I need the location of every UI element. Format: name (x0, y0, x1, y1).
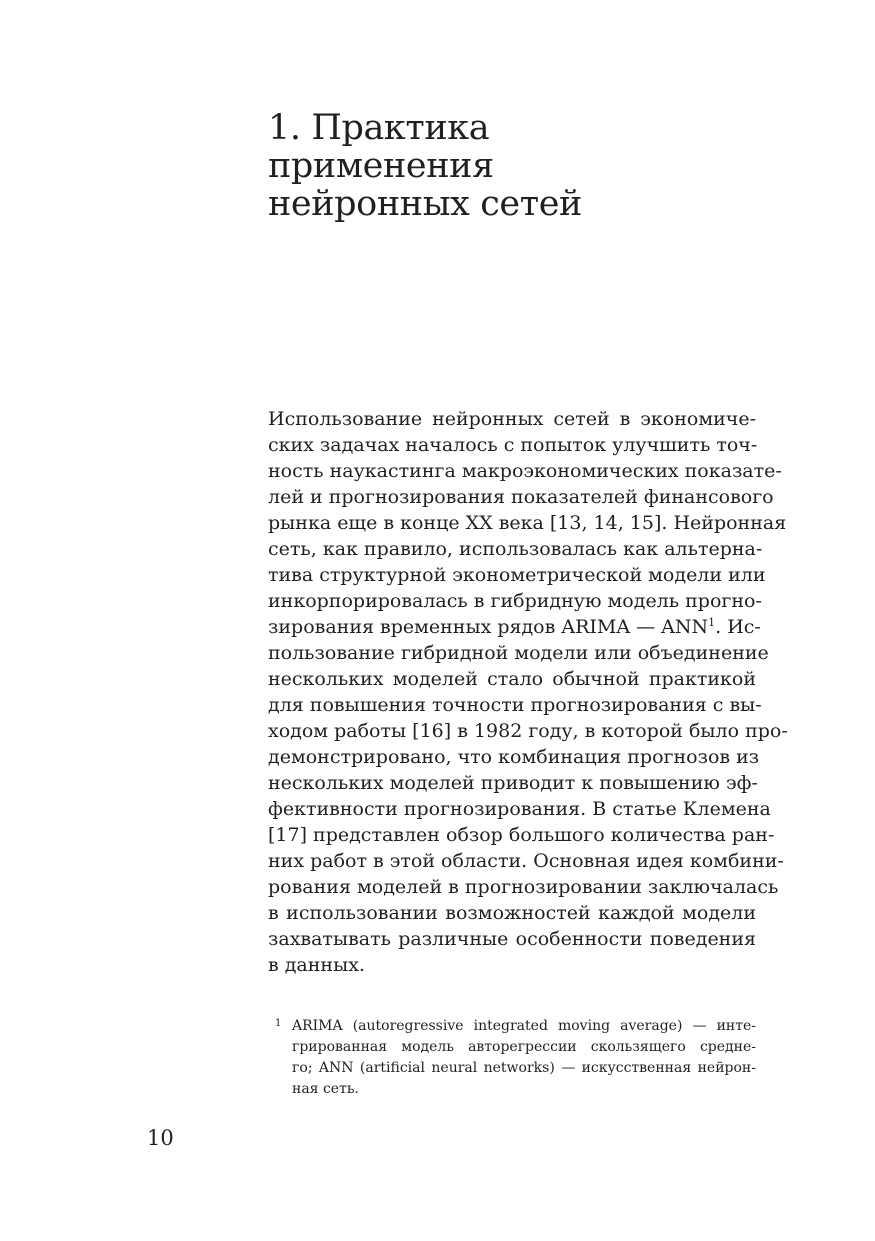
text-line: фективности прогнозирования. В статье Клемена (268, 798, 771, 820)
text-line: для повышения точности прогнозирования с вы- (268, 694, 762, 716)
text-line (268, 614, 761, 640)
text-fragment: зирования временных рядов ARIMA — ANN (268, 616, 709, 638)
text-line: демонстрировано, что комбинация прогнозов из (268, 746, 760, 768)
text-line: ность наукастинга макроэкономических показате- (268, 460, 782, 482)
text-fragment: . Ис- (715, 616, 761, 638)
footnote-line: го; ANN (artificial neural networks) — искусственная нейрон- (292, 1060, 756, 1076)
body-paragraph (268, 406, 788, 978)
text-line: нескольких моделей приводит к повышению эф- (268, 772, 758, 794)
text-line: ходом работы [16] в 1982 году, в которой было про- (268, 720, 788, 742)
text-line: рынка еще в конце XX века [13, 14, 15]. Нейронная (268, 512, 787, 534)
footnote (275, 1016, 756, 1100)
footnote-line: ARIMA (autoregressive integrated moving average) — инте- (292, 1018, 756, 1034)
footnote-line: ная сеть. (292, 1081, 359, 1097)
text-line: тива структурной эконометрической модели или (268, 564, 766, 586)
chapter-title-line: нейронных сетей (268, 184, 582, 224)
chapter-title (268, 109, 768, 223)
text-line: нескольких моделей стало обычной практикой (268, 668, 756, 690)
text-line: них работ в этой области. Основная идея комбини- (268, 850, 784, 872)
text-line: захватывать различные особенности поведения (268, 928, 756, 950)
text-line: рования моделей в прогнозировании заключалась (268, 876, 779, 898)
text-line: инкорпорировалась в гибридную модель прогно- (268, 590, 762, 612)
text-line: в данных. (268, 954, 365, 976)
page-number: 10 (147, 1126, 174, 1150)
text-line: пользование гибридной модели или объединение (268, 642, 769, 664)
text-line: лей и прогнозирования показателей финансового (268, 486, 774, 508)
chapter-title-line: применения (268, 146, 494, 186)
chapter-title-line: 1. Практика (268, 108, 490, 148)
footnote-reference[interactable]: 1 (708, 616, 716, 629)
footnote-number: 1 (275, 1018, 282, 1029)
text-line: сеть, как правило, использовалась как альтерна- (268, 538, 763, 560)
footnote-line: грированная модель авторегрессии скользящего средне- (292, 1039, 756, 1055)
text-line: [17] представлен обзор большого количества ран- (268, 824, 775, 846)
text-line: ских задачах началось с попыток улучшить точ- (268, 434, 758, 456)
text-line: Использование нейронных сетей в экономиче- (268, 408, 756, 430)
text-line: в использовании возможностей каждой модели (268, 902, 756, 924)
